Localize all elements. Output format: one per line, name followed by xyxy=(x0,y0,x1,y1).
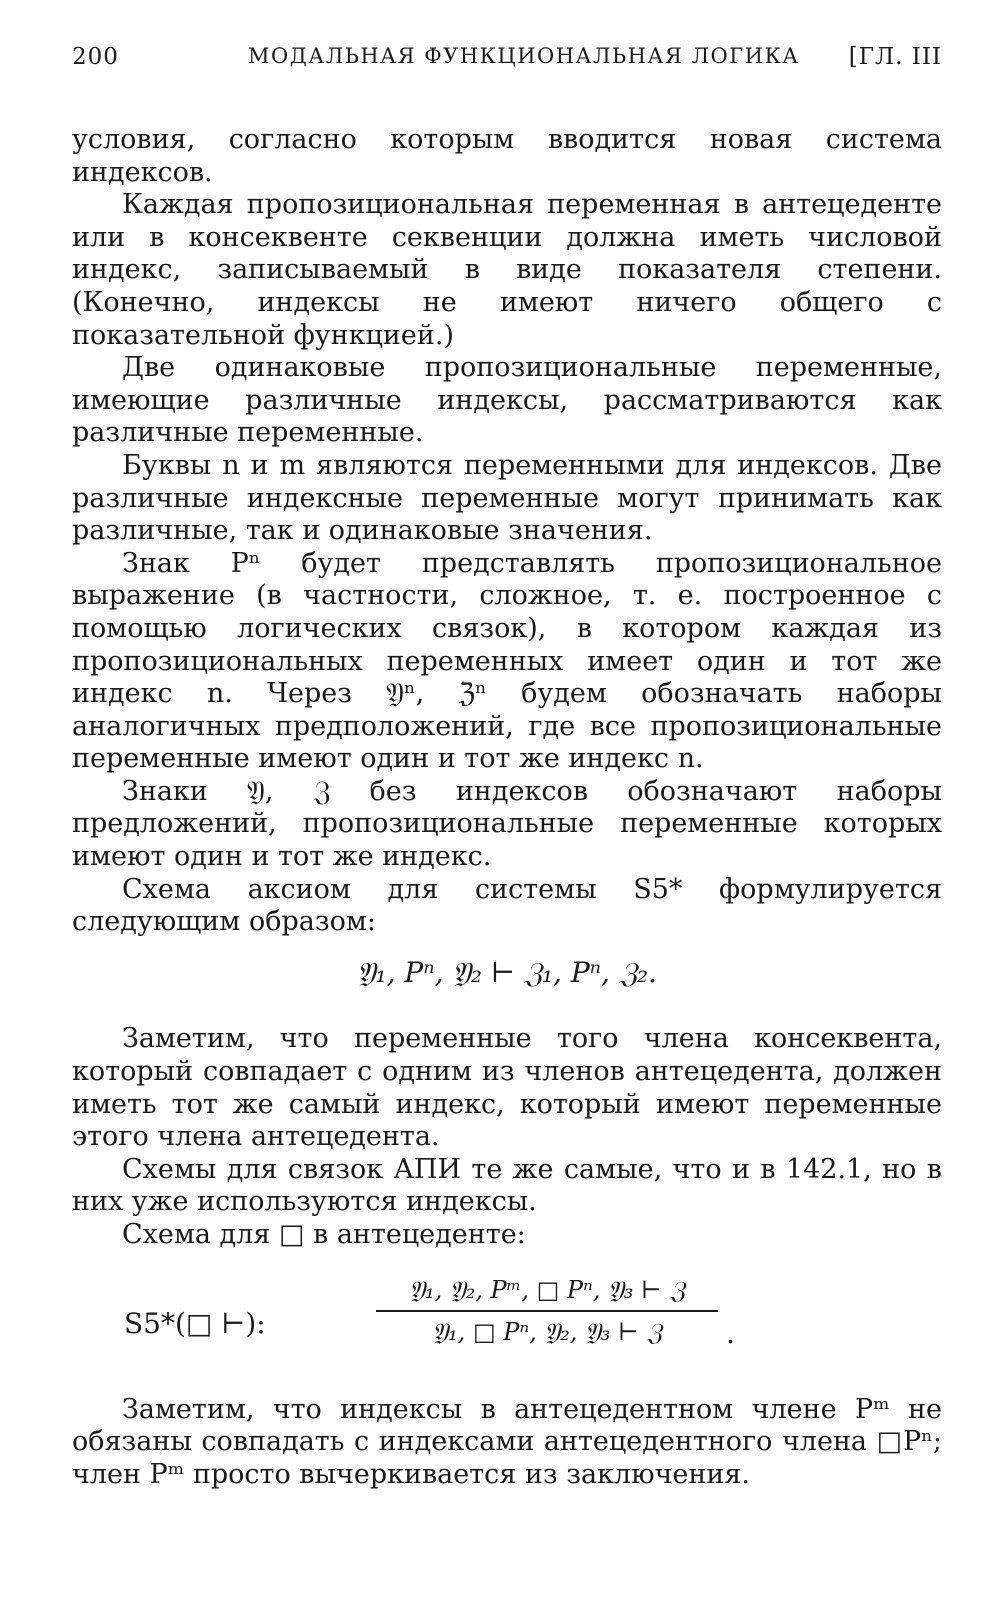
rule-premise: 𝔜₁, 𝔜₂, Pᵐ, □ Pⁿ, 𝔜₃ ⊢ ℨ xyxy=(409,1275,685,1304)
rule-name: S5*(□ ⊢): xyxy=(124,1306,266,1340)
paragraph-6: Знаки 𝔜, ℨ без индексов обозначают наборы предложений, пропозициональные переменные которых имеют один и тот же индекс. xyxy=(72,775,942,873)
rule-fraction xyxy=(372,1274,722,1349)
paragraph-5: Знак Pⁿ будет представлять пропозициональное выражение (в частности, сложное, т. е. построенное с помощью логических связок), в котором каждая из пропозициональных переменных имеет один и тот же индекс n. Через 𝔜ⁿ, ℨⁿ будем обозначать наборы аналогичных предположений, где все пропозициональные переменные имеют один и тот же индекс n. xyxy=(72,547,942,775)
paragraph-1: условия, согласно которым вводится новая система индексов. xyxy=(72,124,942,188)
paragraph-3: Две одинаковые пропозициональные переменные, имеющие различные индексы, рассматриваются как различные переменные. xyxy=(72,352,942,449)
paragraph-4: Буквы n и m являются переменными для индексов. Две различные индексные переменные могут принимать как различные, так и одинаковые значения. xyxy=(72,449,942,547)
chapter-label: [ГЛ. III xyxy=(848,44,942,70)
paragraph-7: Схема аксиом для системы S5* формулируется следующим образом: xyxy=(72,873,942,938)
paragraph-9: Схемы для связок АПИ те же самые, что и в 142.1, но в них уже используются индексы. xyxy=(72,1153,942,1218)
paragraph-8: Заметим, что переменные того члена консеквента, который совпадает с одним из членов антецедента, должен иметь тот же самый индекс, который имеют переменные этого члена антецедента. xyxy=(72,1023,942,1153)
running-header xyxy=(72,44,942,84)
rule-end-mark: . xyxy=(726,1316,735,1350)
page-body xyxy=(72,124,942,1491)
rule-conclusion: 𝔜₁, □ Pⁿ, 𝔜₂, 𝔜₃ ⊢ ℨ xyxy=(432,1318,662,1347)
page-number: 200 xyxy=(72,44,119,70)
paragraph-2: Каждая пропозициональная переменная в антецеденте или в консеквенте секвенции должна иметь числовой индекс, записываемый в виде показателя степени. (Конечно, индексы не имеют ничего общего с показательной функцией.) xyxy=(72,189,942,351)
paragraph-11: Заметим, что индексы в антецедентном члене Pᵐ не обязаны совпадать с индексами антецедентного члена □Pⁿ; член Pᵐ просто вычеркивается из заключения. xyxy=(72,1393,942,1490)
running-title: МОДАЛЬНАЯ ФУНКЦИОНАЛЬНАЯ ЛОГИКА xyxy=(248,44,800,68)
inference-rule xyxy=(72,1266,942,1376)
axiom-schema-formula: 𝔜₁, Pⁿ, 𝔜₂ ⊢ ℨ₁, Pⁿ, ℨ₂. xyxy=(357,955,657,989)
paragraph-10: Схема для □ в антецеденте: xyxy=(122,1219,526,1250)
